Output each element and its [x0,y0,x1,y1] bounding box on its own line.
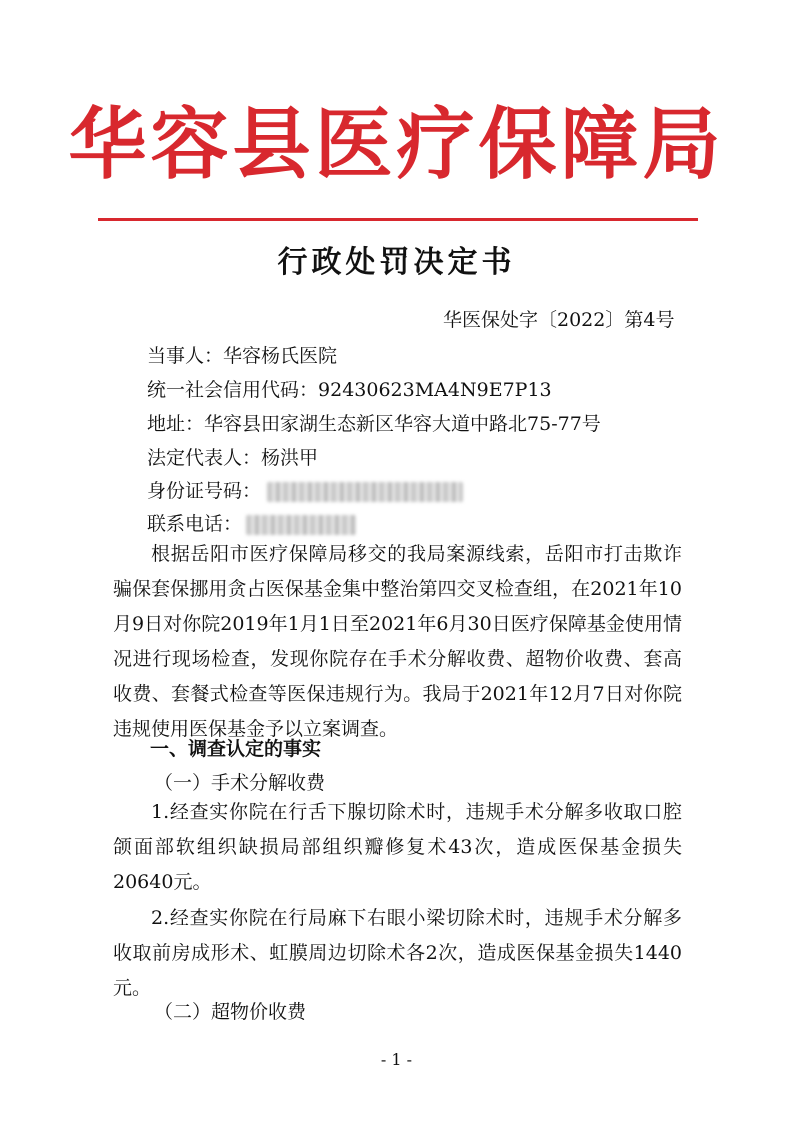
credit-code-value: 92430623MA4N9E7P13 [318,379,552,401]
phone-line [147,515,356,535]
id-number-label: 身份证号码： [147,480,262,502]
finding-item-2: 2.经查实你院在行局麻下右眼小梁切除术时，违规手术分解多收取前房成形术、虹膜周边切除术各2次，造成医保基金损失1440元。 [113,907,682,999]
phone-label: 联系电话： [147,513,243,535]
subheading-over-price: （二）超物价收费 [154,1001,307,1023]
credit-code-line [147,381,552,400]
document-number: 华医保处字〔2022〕第4号 [443,309,675,331]
phone-redacted [246,515,356,535]
document-title: 行政处罚决定书 [277,245,516,280]
letterhead-title: 华容县医疗保障局 [68,99,725,190]
address-line [147,415,601,434]
page-number: - 1 - [380,1050,413,1069]
intro-paragraph: 根据岳阳市医疗保障局移交的我局案源线索，岳阳市打击欺诈骗保套保挪用贪占医保基金集中整治第四交叉检查组，在2021年10月9日对你院2019年1月1日至2021年6月30日医疗保障基金使用情况进行现场检查，发现你院存在手术分解收费、超物价收费、套高收费、套餐式检查等医保违规行为。我局于2021年12月7日对你院违规使用医保基金予以立案调查。 [113,543,682,740]
legal-rep-value: 杨洪甲 [261,447,319,469]
finding-item-1: 1.经查实你院在行舌下腺切除术时，违规手术分解多收取口腔颌面部软组织缺损局部组织瓣修复术43次，造成医保基金损失20640元。 [113,801,682,893]
address-value: 华容县田家湖生态新区华容大道中路北75-77号 [204,413,601,435]
id-number-redacted [267,482,463,502]
legal-rep-label: 法定代表人： [147,447,262,469]
party-name-value: 华容杨氏医院 [223,345,338,367]
party-name-line [147,347,337,366]
legal-rep-line [147,449,318,468]
section-heading-facts: 一、调查认定的事实 [150,738,322,760]
party-name-label: 当事人： [147,345,224,367]
subheading-surgery-split: （一）手术分解收费 [154,772,326,794]
credit-code-label: 统一社会信用代码： [147,379,319,401]
address-label: 地址： [147,413,205,435]
letterhead-divider [98,218,698,221]
id-number-line [147,482,463,502]
